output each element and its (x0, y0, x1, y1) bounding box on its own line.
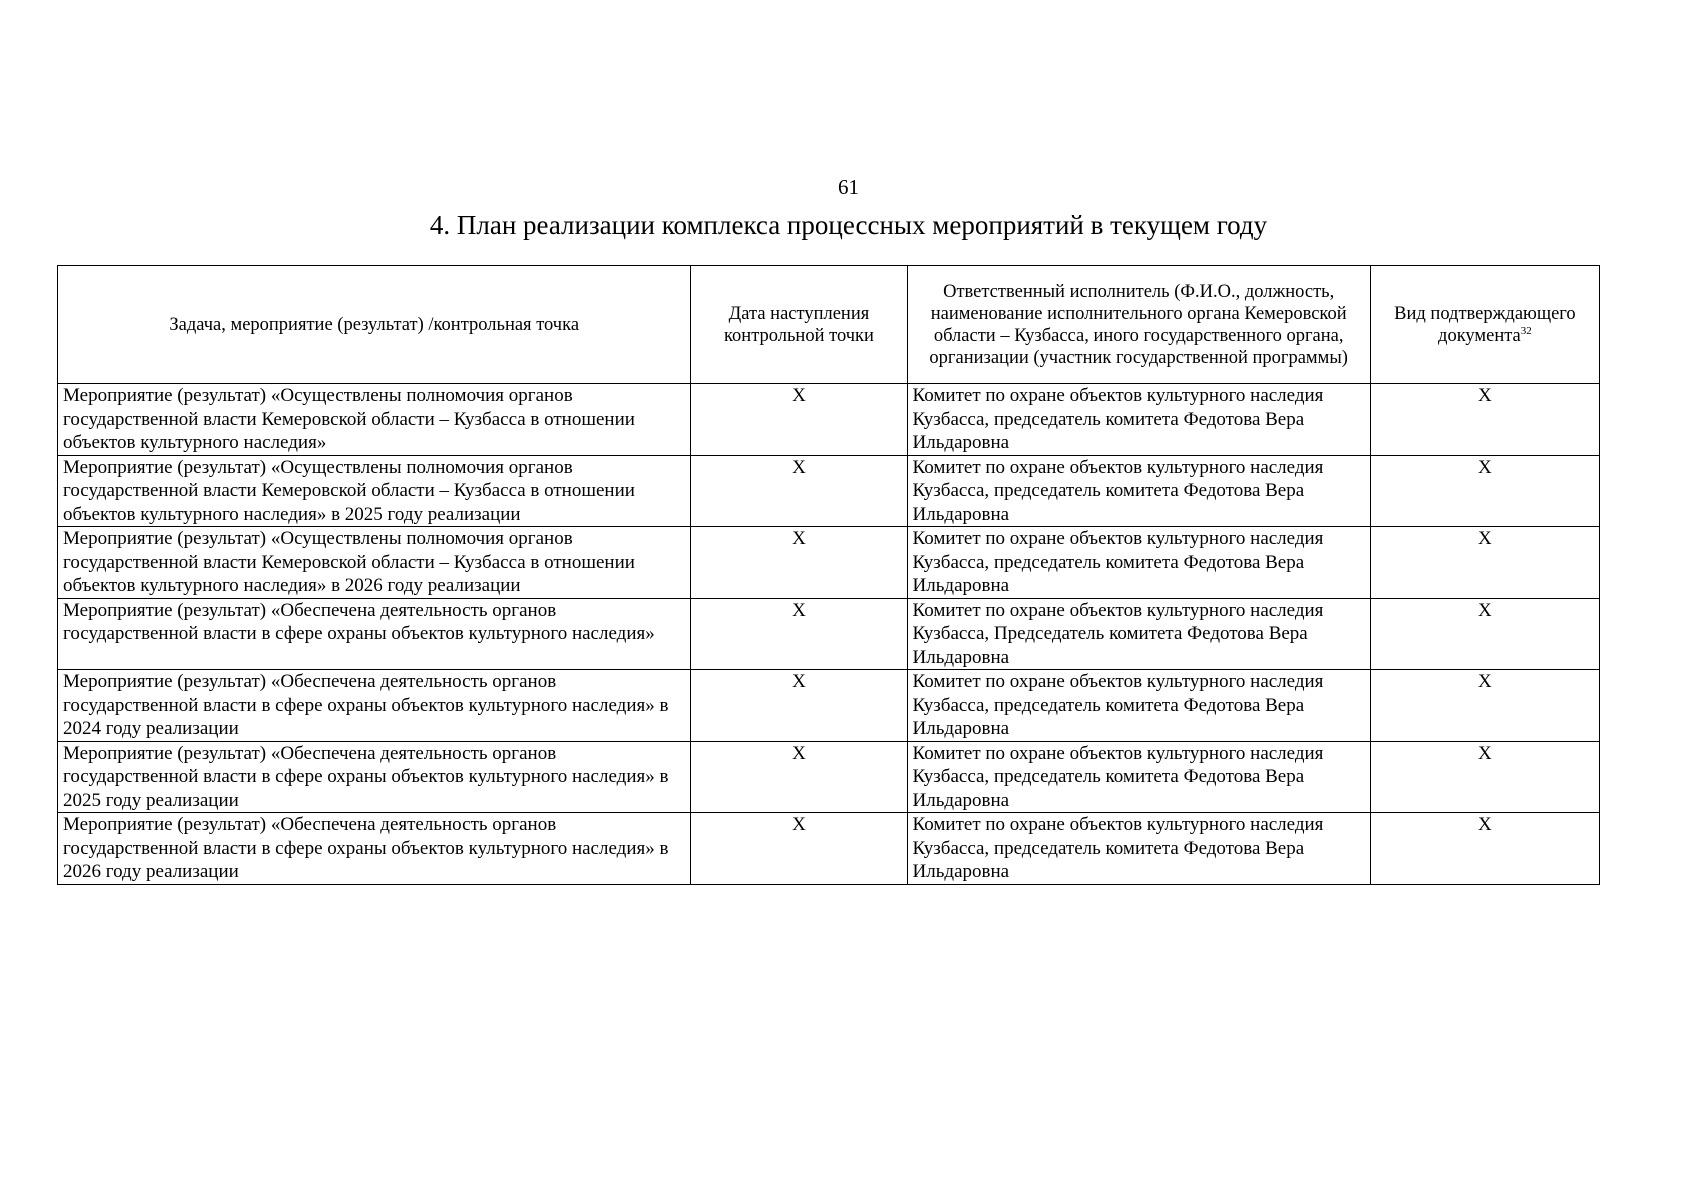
table-row (58, 384, 1600, 456)
cell-task: Мероприятие (результат) «Осуществлены полномочия органов государственной власти Кемеровской области – Кузбасса в отношении объектов культурного наследия» в 2025 году реализации (58, 455, 691, 527)
header-responsible: Ответственный исполнитель (Ф.И.О., должность, наименование исполнительного органа Кемеровской области – Кузбасса, иного государственного органа, организации (участник государственной программы) (907, 266, 1370, 384)
plan-table (57, 265, 1600, 885)
cell-responsible: Комитет по охране объектов культурного наследия Кузбасса, председатель комитета Федотова Вера Ильдаровна (907, 813, 1370, 885)
cell-responsible: Комитет по охране объектов культурного наследия Кузбасса, Председатель комитета Федотова Вера Ильдаровна (907, 598, 1370, 670)
cell-document: X (1370, 527, 1599, 599)
table-row (58, 741, 1600, 813)
cell-task: Мероприятие (результат) «Осуществлены полномочия органов государственной власти Кемеровской области – Кузбасса в отношении объектов культурного наследия» (58, 384, 691, 456)
header-task: Задача, мероприятие (результат) /контрольная точка (58, 266, 691, 384)
cell-responsible: Комитет по охране объектов культурного наследия Кузбасса, председатель комитета Федотова Вера Ильдаровна (907, 384, 1370, 456)
cell-task: Мероприятие (результат) «Обеспечена деятельность органов государственной власти в сфере охраны объектов культурного наследия» (58, 598, 691, 670)
footnote-marker: 32 (1520, 324, 1532, 337)
cell-date: X (691, 741, 907, 813)
cell-responsible: Комитет по охране объектов культурного наследия Кузбасса, председатель комитета Федотова Вера Ильдаровна (907, 741, 1370, 813)
cell-date: X (691, 384, 907, 456)
table-row (58, 455, 1600, 527)
cell-document: X (1370, 741, 1599, 813)
cell-responsible: Комитет по охране объектов культурного наследия Кузбасса, председатель комитета Федотова Вера Ильдаровна (907, 527, 1370, 599)
page-title: 4. План реализации комплекса процессных мероприятий в текущем году (429, 210, 1268, 240)
cell-task: Мероприятие (результат) «Обеспечена деятельность органов государственной власти в сфере охраны объектов культурного наследия» в 2025 году реализации (58, 741, 691, 813)
cell-date: X (691, 670, 907, 742)
cell-date: X (691, 813, 907, 885)
cell-responsible: Комитет по охране объектов культурного наследия Кузбасса, председатель комитета Федотова Вера Ильдаровна (907, 670, 1370, 742)
table-row (58, 598, 1600, 670)
cell-document: X (1370, 455, 1599, 527)
page-number: 61 (838, 175, 859, 199)
cell-task: Мероприятие (результат) «Обеспечена деятельность органов государственной власти в сфере охраны объектов культурного наследия» в 2026 году реализации (58, 813, 691, 885)
cell-document: X (1370, 813, 1599, 885)
cell-task: Мероприятие (результат) «Осуществлены полномочия органов государственной власти Кемеровской области – Кузбасса в отношении объектов культурного наследия» в 2026 году реализации (58, 527, 691, 599)
cell-date: X (691, 455, 907, 527)
cell-task: Мероприятие (результат) «Обеспечена деятельность органов государственной власти в сфере охраны объектов культурного наследия» в 2024 году реализации (58, 670, 691, 742)
cell-document: X (1370, 670, 1599, 742)
cell-document: X (1370, 384, 1599, 456)
header-date: Дата наступления контрольной точки (691, 266, 907, 384)
header-document-label: Вид подтверждающего документа (1394, 303, 1576, 346)
table-header-row (58, 266, 1600, 384)
cell-date: X (691, 598, 907, 670)
table-row (58, 527, 1600, 599)
header-document (1370, 266, 1599, 384)
table-row (58, 813, 1600, 885)
table-row (58, 670, 1600, 742)
cell-document: X (1370, 598, 1599, 670)
cell-date: X (691, 527, 907, 599)
cell-responsible: Комитет по охране объектов культурного наследия Кузбасса, председатель комитета Федотова Вера Ильдаровна (907, 455, 1370, 527)
